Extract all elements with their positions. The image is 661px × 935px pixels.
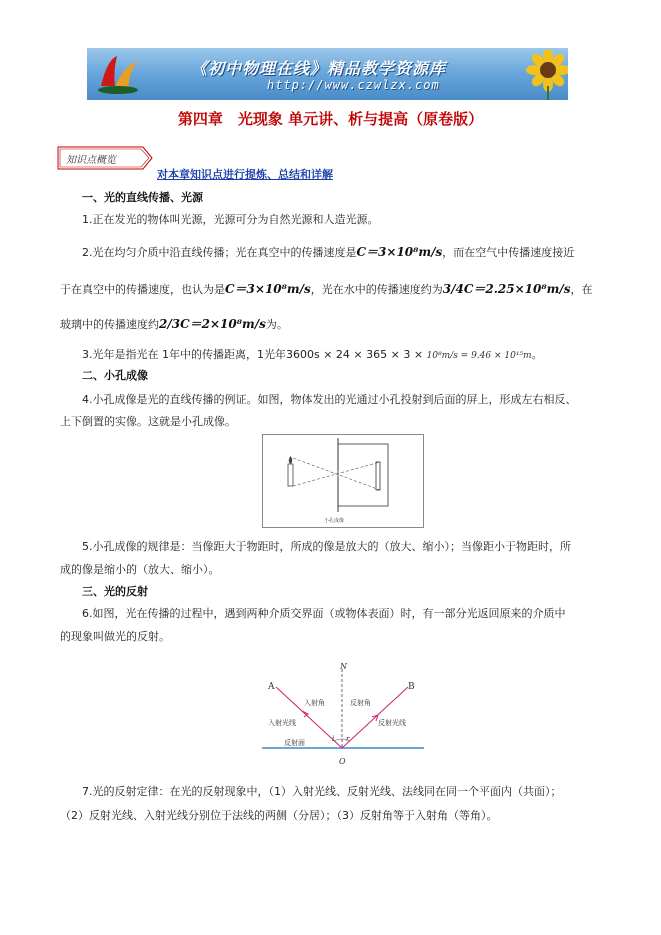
logo-icon xyxy=(93,52,143,96)
paragraph-6a: 6.如图，光在传播的过程中，遇到两种介质交界面（或物体表面）时，有一部分光返回原来的介质中 xyxy=(82,607,566,620)
header-banner xyxy=(87,48,568,100)
label-surface: 反射面 xyxy=(284,739,305,747)
subtitle: 对本章知识点进行提炼、总结和详解 xyxy=(157,168,333,181)
paragraph-6b: 的现象叫做光的反射。 xyxy=(60,630,170,643)
paragraph-2a: 2.光在均匀介质中沿直线传播；光在真空中的传播速度是C＝3×10⁸m/s，而在空气中传播速度接近 xyxy=(82,245,575,259)
section-heading-3: 三、光的反射 xyxy=(82,585,148,598)
reflection-diagram xyxy=(258,661,428,769)
label-i: i xyxy=(332,735,335,743)
label-o: O xyxy=(339,757,346,766)
paragraph-2c: 玻璃中的传播速度约2/3C＝2×10⁸m/s为。 xyxy=(60,317,288,331)
figure-caption: 小孔成像 xyxy=(324,518,345,524)
paragraph-5b: 成的像是缩小的（放大、缩小）。 xyxy=(60,563,220,576)
paragraph-1: 1.正在发光的物体叫光源，光源可分为自然光源和人造光源。 xyxy=(82,213,379,226)
tag-label: 知识点概览 xyxy=(66,155,116,166)
label-b: B xyxy=(408,682,415,692)
paragraph-3: 3.光年是指光在 1年中的传播距离，1光年3600s × 24 × 365 × 3 × 10⁸m/s = 9.46 × 10¹⁵m。 xyxy=(82,348,543,361)
paragraph-4b: 上下倒置的实像。这就是小孔成像。 xyxy=(60,415,236,428)
pinhole-diagram xyxy=(262,434,424,528)
formula: C＝3×10⁸m/s xyxy=(225,282,311,296)
label-reflect-ray: 反射光线 xyxy=(378,719,406,727)
paragraph-4a: 4.小孔成像是光的直线传播的例证。如图，物体发出的光通过小孔投射到后面的屏上，形成左右相反、 xyxy=(82,393,577,406)
paragraph-7a: 7.光的反射定律：在光的反射现象中，（1）入射光线、反射光线、法线同在同一个平面内（共面）； xyxy=(82,785,562,798)
banner-url: http://www.czwlzx.com xyxy=(267,78,440,92)
sunflower-icon xyxy=(525,50,568,100)
label-reflect-angle: 反射角 xyxy=(350,699,371,707)
chapter-title: 第四章 光现象 单元讲、析与提高（原卷版） xyxy=(177,110,484,128)
label-incident-ray: 入射光线 xyxy=(268,719,296,727)
formula: C＝3×10⁸m/s xyxy=(356,245,443,259)
formula: 10⁸m/s = 9.46 × 10¹⁵m xyxy=(426,351,532,361)
formula: 2/3C＝2×10⁸m/s xyxy=(159,317,266,331)
section-heading-2: 二、小孔成像 xyxy=(82,369,148,382)
banner-title: 《初中物理在线》精品教学资源库 xyxy=(191,59,447,78)
section-heading-1: 一、光的直线传播、光源 xyxy=(82,191,203,204)
label-a: A xyxy=(268,682,275,692)
paragraph-2b: 于在真空中的传播速度，也认为是C＝3×10⁸m/s，光在水中的传播速度约为3/4C＝2.25×10⁸m/s，在 xyxy=(60,282,593,296)
paragraph-5a: 5.小孔成像的规律是：当像距大于物距时，所成的像是放大的（放大、缩小）；当像距小于物距时，所 xyxy=(82,540,571,553)
formula: 3/4C＝2.25×10⁸m/s xyxy=(442,282,571,296)
label-incident-angle: 入射角 xyxy=(304,699,325,707)
paragraph-7b: （2）反射光线、入射光线分别位于法线的两侧（分居）；（3）反射角等于入射角（等角）。 xyxy=(60,809,498,822)
label-n: N xyxy=(340,662,347,671)
label-r: r xyxy=(346,735,350,743)
